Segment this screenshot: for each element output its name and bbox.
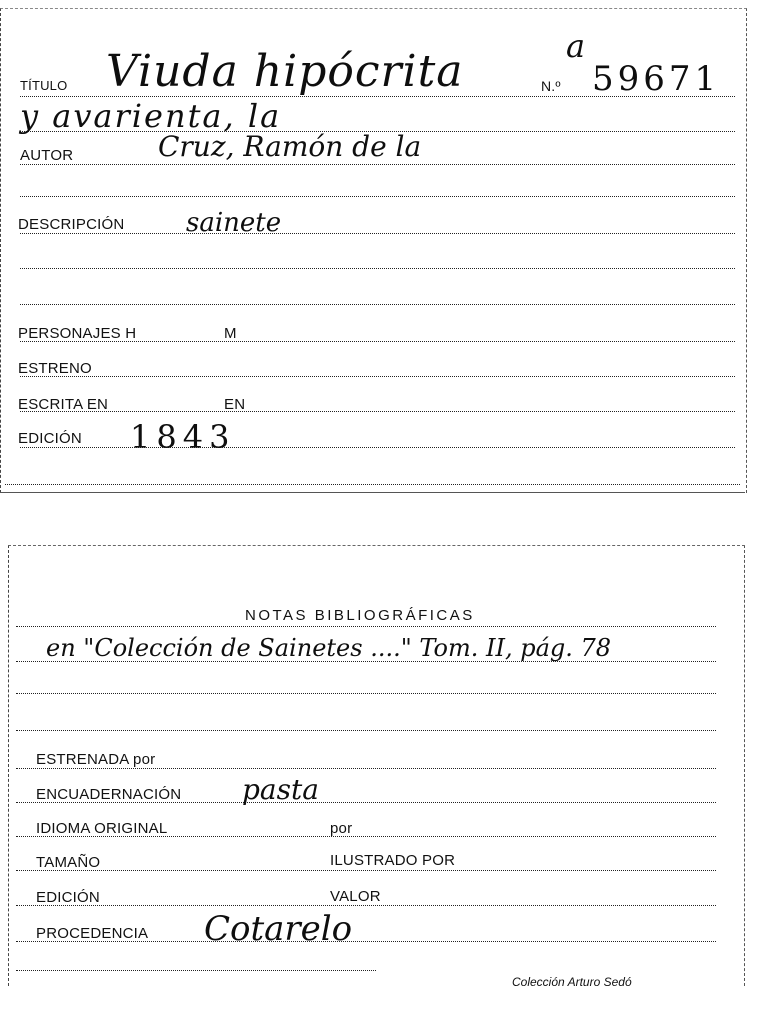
- autor-value: Cruz, Ramón de la: [158, 130, 422, 163]
- escrita-line: [20, 411, 735, 412]
- blank-line-3: [20, 304, 735, 305]
- estreno-line: [20, 376, 735, 377]
- encuadernacion-label: ENCUADERNACIÓN: [36, 786, 182, 803]
- notas-line-top: [16, 626, 716, 627]
- edicion-line-2: [16, 905, 716, 906]
- estrenada-line: [16, 768, 716, 769]
- notas-line1: en "Colección de Sainetes ...." Tom. II, pág. 78: [46, 634, 612, 662]
- numero-superscript: a: [566, 27, 586, 65]
- descripcion-value: sainete: [186, 208, 282, 238]
- autor-line: [20, 164, 735, 165]
- edicion-line: [20, 447, 735, 448]
- edicion-value: 1843: [130, 418, 236, 456]
- bottom-edge-line: [5, 484, 740, 485]
- tamano-line: [16, 870, 716, 871]
- ilustrado-por-label: ILUSTRADO POR: [330, 852, 456, 869]
- personajes-m-label: M: [224, 325, 237, 342]
- tamano-label: TAMAÑO: [36, 854, 101, 871]
- edicion-label-2: EDICIÓN: [36, 889, 100, 906]
- numero-value: 59671: [592, 59, 721, 99]
- por-label: por: [330, 820, 353, 837]
- procedencia-value: Cotarelo: [204, 909, 353, 949]
- card-divider: [0, 492, 745, 493]
- descripcion-line: [20, 233, 735, 234]
- blank-line-2: [20, 268, 735, 269]
- blank-line-1: [20, 196, 735, 197]
- edicion-label: EDICIÓN: [18, 430, 82, 447]
- notas-line-1: [16, 661, 716, 662]
- valor-label: VALOR: [330, 888, 381, 905]
- en-label: EN: [224, 396, 246, 413]
- personajes-h-label: PERSONAJES H: [18, 325, 137, 342]
- idioma-original-label: IDIOMA ORIGINAL: [36, 820, 168, 837]
- escrita-en-label: ESCRITA EN: [18, 396, 109, 413]
- notas-line-2: [16, 693, 716, 694]
- autor-label: AUTOR: [20, 147, 74, 164]
- titulo-value-line1: Viuda hipócrita: [106, 46, 464, 97]
- estrenada-por-label: ESTRENADA por: [36, 751, 156, 768]
- notas-heading: NOTAS BIBLIOGRÁFICAS: [245, 607, 475, 624]
- titulo-value-line2: y avarienta, la: [20, 97, 282, 135]
- collection-footer: Colección Arturo Sedó: [512, 975, 632, 989]
- notas-line-3: [16, 730, 716, 731]
- estreno-label: ESTRENO: [18, 360, 92, 377]
- titulo-label: TÍTULO: [20, 78, 68, 93]
- encuadernacion-value: pasta: [242, 773, 319, 806]
- procedencia-label: PROCEDENCIA: [36, 925, 149, 942]
- bottom-line: [16, 970, 376, 971]
- numero-label: N.º: [541, 78, 561, 94]
- descripcion-label: DESCRIPCIÓN: [18, 216, 125, 233]
